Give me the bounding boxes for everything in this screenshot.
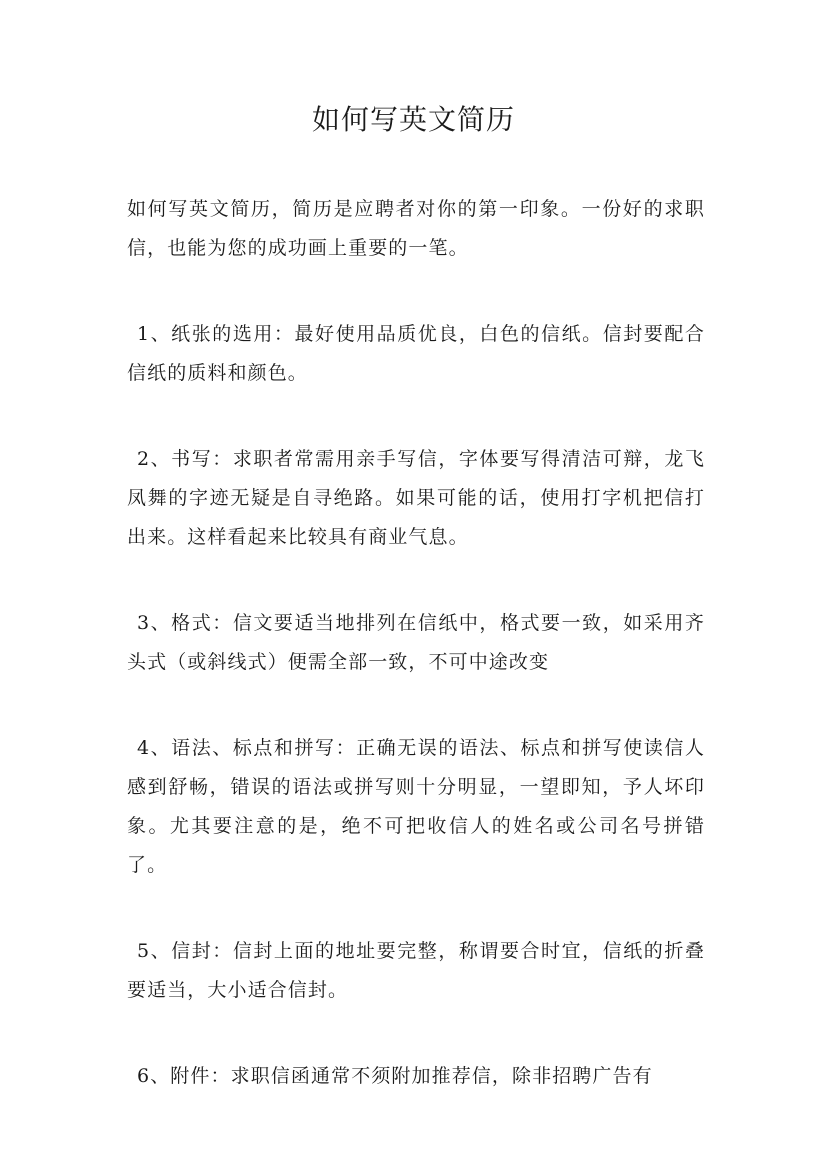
paragraph-grammar: 4、语法、标点和拼写：正确无误的语法、标点和拼写使读信人感到舒畅，错误的语法或拼写则十分明显，一望即知，予人坏印象。尤其要注意的是，绝不可把收信人的姓名或公司名号拼错了。: [127, 737, 705, 876]
intro-paragraph: 如何写英文简历，简历是应聘者对你的第一印象。一份好的求职信，也能为您的成功画上重要的一笔。: [127, 198, 705, 259]
paragraph-paper-choice: 1、纸张的选用：最好使用品质优良，白色的信纸。信封要配合信纸的质料和颜色。: [127, 323, 705, 384]
paragraph-format: 3、格式：信文要适当地排列在信纸中，格式要一致，如采用齐头式（或斜线式）便需全部一致，不可中途改变: [127, 612, 705, 673]
paragraph-writing: 2、书写：求职者常需用亲手写信，字体要写得清洁可辩，龙飞凤舞的字迹无疑是自寻绝路。如果可能的话，使用打字机把信打出来。这样看起来比较具有商业气息。: [127, 448, 705, 548]
paragraph-attachments: 6、附件：求职信函通常不须附加推荐信，除非招聘广告有: [137, 1065, 653, 1087]
paragraph-envelope: 5、信封：信封上面的地址要完整，称谓要合时宜，信纸的折叠要适当，大小适合信封。: [127, 940, 705, 1001]
document-body: [127, 190, 705, 1143]
document-title: 如何写英文简历: [311, 103, 515, 136]
